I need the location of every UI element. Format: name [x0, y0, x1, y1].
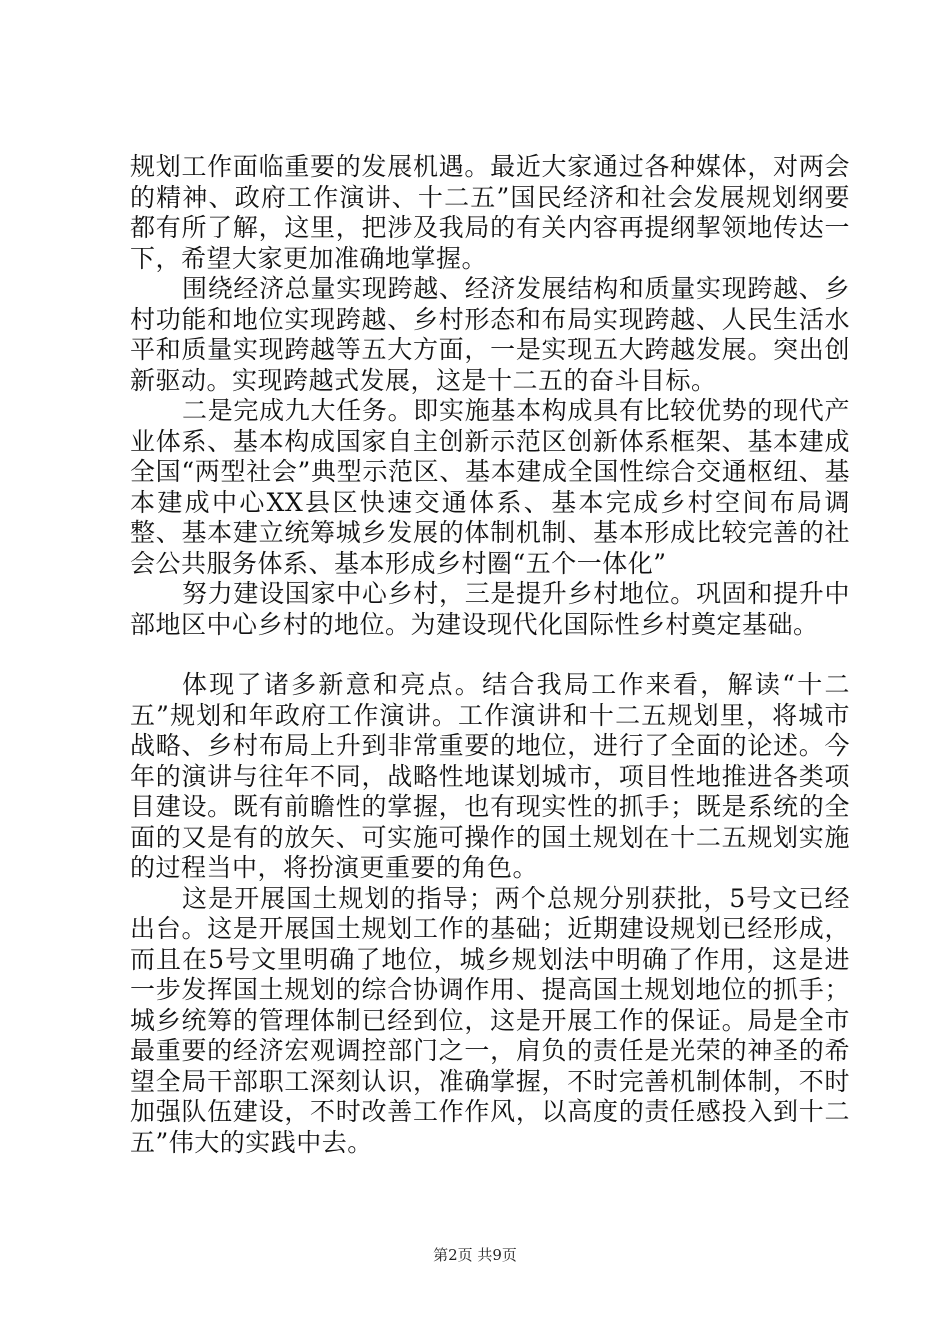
paragraph-3: 二是完成九大任务。即实施基本构成具有比较优势的现代产业体系、基本构成国家自主创新示范区创新体系框架、基本建成全国“两型社会”典型示范区、基本建成全国性综合交通枢纽、基本建成中心XX县区快速交通体系、基本完成乡村空间布局调整、基本建立统筹城乡发展的体制机制、基本形成比较完善的社会公共服务体系、基本形成乡村圈“五个一体化”: [130, 396, 850, 578]
paragraph-5: 体现了诸多新意和亮点。结合我局工作来看，解读“十二五”规划和年政府工作演讲。工作演讲和十二五规划里，将城市战略、乡村布局上升到非常重要的地位，进行了全面的论述。今年的演讲与往年不同，战略性地谋划城市，项目性地推进各类项目建设。既有前瞻性的掌握，也有现实性的抓手；既是系统的全面的又是有的放矢、可实施可操作的国土规划在十二五规划实施的过程当中，将扮演更重要的角色。: [130, 670, 850, 882]
paragraph-4: 努力建设国家中心乡村，三是提升乡村地位。巩固和提升中部地区中心乡村的地位。为建设现代化国际性乡村奠定基础。: [130, 579, 850, 639]
page-footer: 第2页 共9页: [433, 1246, 517, 1264]
paragraph-gap: [130, 640, 850, 670]
paragraph-6: 这是开展国土规划的指导；两个总规分别获批，5号文已经出台。这是开展国土规划工作的基础；近期建设规划已经形成，而且在5号文里明确了地位，城乡规划法中明确了作用，这是进一步发挥国土规划的综合协调作用、提高国土规划地位的抓手；城乡统筹的管理体制已经到位，这是开展工作的保证。局是全市最重要的经济宏观调控部门之一，肩负的责任是光荣的神圣的希望全局干部职工深刻认识，准确掌握，不时完善机制体制，不时加强队伍建设，不时改善工作作风，以高度的责任感投入到十二五”伟大的实践中去。: [130, 883, 850, 1157]
paragraph-1: 规划工作面临重要的发展机遇。最近大家通过各种媒体，对两会的精神、政府工作演讲、十二五”国民经济和社会发展规划纲要都有所了解，这里，把涉及我局的有关内容再提纲挈领地传达一下，希望大家更加准确地掌握。: [130, 152, 850, 273]
document-body: [130, 152, 850, 1158]
paragraph-2: 围绕经济总量实现跨越、经济发展结构和质量实现跨越、乡村功能和地位实现跨越、乡村形态和布局实现跨越、人民生活水平和质量实现跨越等五大方面，一是实现五大跨越发展。突出创新驱动。实现跨越式发展，这是十二五的奋斗目标。: [130, 274, 850, 395]
